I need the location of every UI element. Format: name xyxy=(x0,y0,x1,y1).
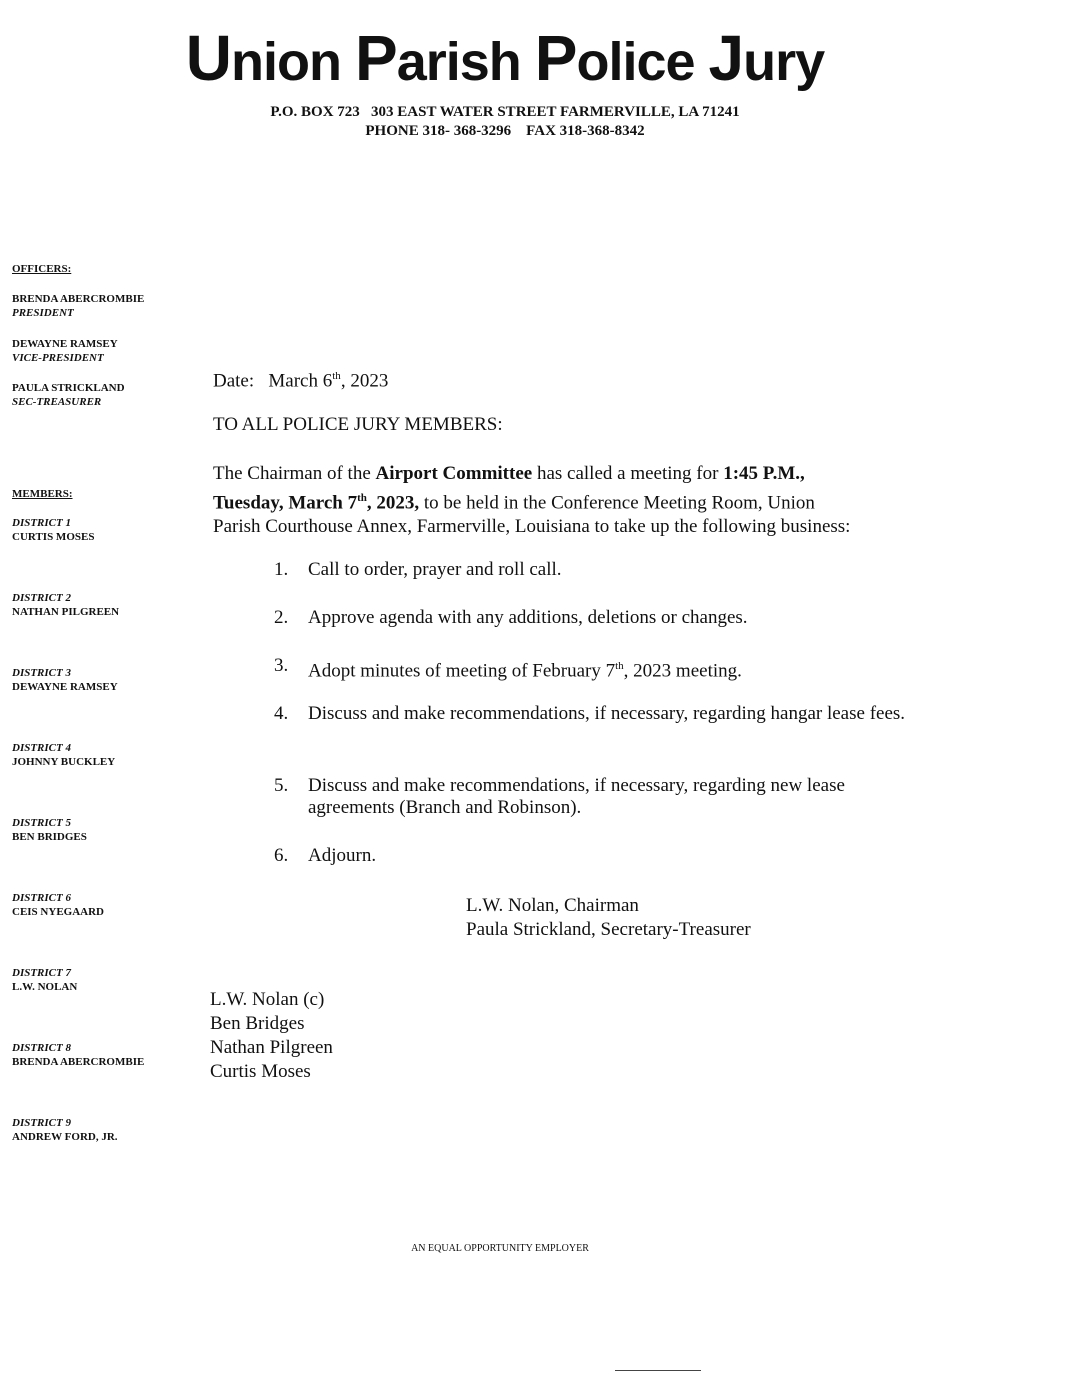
committee-member: Nathan Pilgreen xyxy=(210,1037,333,1058)
agenda-item-1: 1. Call to order, prayer and roll call. xyxy=(274,559,562,580)
signature-chairman: L.W. Nolan, Chairman xyxy=(466,895,639,916)
scan-artifact-line xyxy=(615,1370,701,1371)
intro-paragraph: The Chairman of the Airport Committee has called a meeting for 1:45 P.M., Tuesday, March 7th, 2023, to be held in the Conference Meeting Room, Union Parish Courthouse Annex, Farmerville, Louisiana to take up the following business: xyxy=(213,463,851,538)
member-district-6: DISTRICT 6 CEIS NYEGAARD xyxy=(12,892,104,918)
signature-block xyxy=(466,894,751,942)
officer-president: BRENDA ABERCROMBIE PRESIDENT xyxy=(12,293,145,319)
committee-member: Curtis Moses xyxy=(210,1061,311,1082)
officer-sec-treasurer: PAULA STRICKLAND SEC-TREASURER xyxy=(12,382,125,408)
agenda-item-5: 5. Discuss and make recommendations, if necessary, regarding new lease agreements (Branch and Robinson). xyxy=(274,775,845,818)
agenda-item-3: 3. Adopt minutes of meeting of February 7th, 2023 meeting. xyxy=(274,655,742,682)
member-district-5: DISTRICT 5 BEN BRIDGES xyxy=(12,817,87,843)
title-word-1: Union xyxy=(185,22,341,94)
title-word-3: Police xyxy=(534,22,695,94)
officer-vice-president: DEWAYNE RAMSEY VICE-PRESIDENT xyxy=(12,338,118,364)
address-line: P.O. BOX 723 303 EAST WATER STREET FARMERVILLE, LA 71241 xyxy=(270,104,740,120)
title-word-2: Parish xyxy=(355,22,521,94)
signature-secretary: Paula Strickland, Secretary-Treasurer xyxy=(466,919,751,940)
committee-member: L.W. Nolan (c) xyxy=(210,989,325,1010)
agenda-item-4: 4. Discuss and make recommendations, if necessary, regarding hangar lease fees. xyxy=(274,703,906,724)
letterhead-title xyxy=(0,22,1010,94)
member-district-3: DISTRICT 3 DEWAYNE RAMSEY xyxy=(12,667,118,693)
title-word-4: Jury xyxy=(708,22,825,94)
committee-member: Ben Bridges xyxy=(210,1013,305,1034)
footer-equal-opportunity: AN EQUAL OPPORTUNITY EMPLOYER xyxy=(411,1243,589,1254)
members-heading: MEMBERS: xyxy=(12,488,73,500)
member-district-2: DISTRICT 2 NATHAN PILGREEN xyxy=(12,592,120,618)
member-district-4: DISTRICT 4 JOHNNY BUCKLEY xyxy=(12,742,116,768)
officers-heading: OFFICERS: xyxy=(12,263,72,275)
member-district-7: DISTRICT 7 L.W. NOLAN xyxy=(12,967,78,993)
member-district-8: DISTRICT 8 BRENDA ABERCROMBIE xyxy=(12,1042,145,1068)
agenda-item-2: 2. Approve agenda with any additions, deletions or changes. xyxy=(274,607,748,628)
member-district-1: DISTRICT 1 CURTIS MOSES xyxy=(12,517,95,543)
salutation: TO ALL POLICE JURY MEMBERS: xyxy=(213,414,503,435)
phone-line: PHONE 318- 368-3296 FAX 318-368-8342 xyxy=(365,123,645,139)
letter-date: Date: March 6th, 2023 xyxy=(213,370,389,392)
member-district-9: DISTRICT 9 ANDREW FORD, JR. xyxy=(12,1117,118,1143)
committee-members-list xyxy=(210,988,333,1084)
agenda-item-6: 6. Adjourn. xyxy=(274,845,377,866)
